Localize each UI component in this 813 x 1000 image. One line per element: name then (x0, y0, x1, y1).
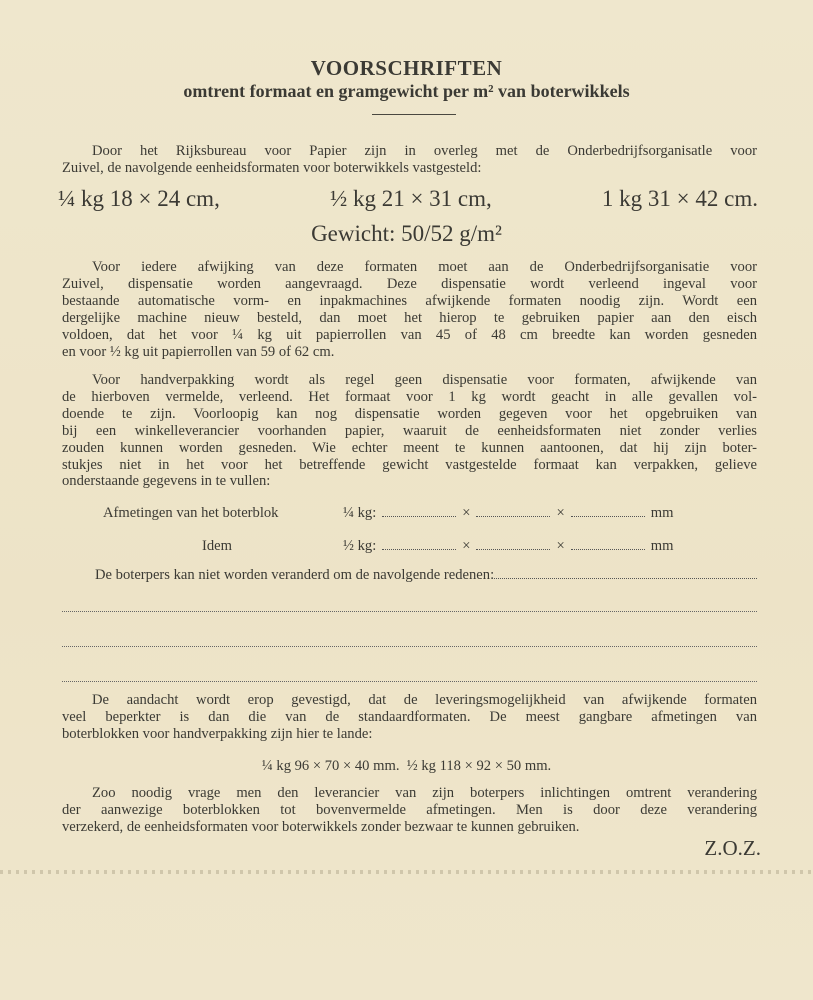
text-line: Zoo noodig vrage men den leverancier van zijn boterpers inlichtingen omtrent verandering (92, 785, 757, 801)
paragraph-supplier (62, 785, 757, 836)
weight-label: ½ kg: (343, 538, 377, 554)
form-row-half-kg (202, 538, 232, 555)
reasons-line[interactable] (62, 611, 757, 612)
text-line: Voor handverpakking wordt als regel geen dispensatie voor formaten, afwijkende van (92, 372, 757, 388)
format-half-kg: ½ kg 21 × 31 cm, (329, 186, 492, 211)
text-line: zouden kunnen worden gesneden. Wie echter meent te kunnen aantoonen, dat hij zijn boter- (62, 439, 757, 456)
text-line: veel beperkter is dan die van de standaardformaten. De meest gangbare afmetingen van (62, 708, 757, 725)
width-field[interactable] (476, 539, 550, 550)
format-quarter-kg: ¼ kg 18 × 24 cm, (58, 186, 220, 211)
document-subtitle: omtrent formaat en gramgewicht per m² van boterwikkels (183, 81, 630, 101)
row-label: Idem (202, 538, 232, 554)
common-sizes: ¼ kg 96 × 70 × 40 mm. ½ kg 118 × 92 × 50 mm. (261, 758, 552, 774)
text-line: Zuivel, dispensatie worden aangevraagd. Deze dispensatie wordt verleend ingeval voor (62, 275, 757, 292)
height-field[interactable] (571, 539, 645, 550)
text-line: onderstaande gegevens in te vullen: (62, 473, 271, 490)
text-line: Zuivel, de navolgende eenheidsformaten voor boterwikkels vastgesteld: (62, 159, 482, 176)
text-line: Voor iedere afwijking van deze formaten moet aan de Onderbedrijfsorganisatie voor (92, 259, 757, 275)
paragraph-intro (62, 143, 757, 177)
text-line: De aandacht wordt erop gevestigd, dat de leveringsmogelijkheid van afwijkende formaten (92, 692, 757, 708)
reasons-line[interactable] (62, 681, 757, 682)
text-line: verzekerd, de eenheidsformaten voor boterwikkels zonder bezwaar te kunnen gebruiken. (62, 818, 580, 835)
text-line: voldoen, dat het voor ¼ kg uit papierrollen van 45 of 48 cm breedte kan worden gesneden (62, 326, 757, 343)
wrapper-formats (58, 186, 758, 212)
height-field[interactable] (571, 506, 645, 517)
text-line: de hierboven vermelde, verleend. Het formaat voor 1 kg wordt geacht in alle gevallen vol- (62, 388, 757, 405)
perforation-line (0, 870, 813, 874)
unit-label: mm (650, 538, 674, 554)
text-line: doende te zijn. Voorloopig kan nog dispensatie worden gegeven voor het opgebruiken van (62, 405, 757, 422)
times-sign: × (556, 538, 565, 554)
width-field[interactable] (476, 506, 550, 517)
text-line: stukjes niet in het voor het betreffende gewicht vastgestelde formaat kan verpakken, gelieve (62, 456, 757, 473)
form-fields-half-kg (343, 538, 717, 555)
reasons-row (95, 567, 757, 584)
form-fields-quarter-kg (343, 505, 717, 522)
unit-label: mm (650, 505, 674, 521)
document-title: VOORSCHRIFTEN (310, 56, 503, 80)
times-sign: × (556, 505, 565, 521)
weight-spec: Gewicht: 50/52 g/m² (311, 221, 502, 246)
format-one-kg: 1 kg 31 × 42 cm. (601, 186, 758, 211)
text-line: Door het Rijksbureau voor Papier zijn in overleg met de Onderbedrijfsorganisatle voor (92, 143, 757, 159)
text-line: der aanwezige boterblokken tot bovenvermelde afmetingen. Men is door deze verandering (62, 801, 757, 818)
text-line: en voor ½ kg uit papierrollen van 59 of 62 cm. (62, 343, 335, 360)
length-field[interactable] (382, 539, 456, 550)
times-sign: × (462, 505, 471, 521)
reasons-line[interactable] (62, 646, 757, 647)
form-row-quarter-kg (103, 505, 278, 522)
weight-label: ¼ kg: (343, 505, 377, 521)
reasons-field[interactable] (494, 568, 757, 579)
paragraph-deviations (62, 259, 757, 360)
text-line: dergelijke machine nieuw besteld, dan moet het hierop te gebruiken papier aan den eisch (62, 309, 757, 326)
times-sign: × (462, 538, 471, 554)
title-rule (372, 114, 456, 115)
length-field[interactable] (382, 506, 456, 517)
turn-over-note: Z.O.Z. (704, 836, 761, 860)
reasons-label: De boterpers kan niet worden veranderd om de navolgende redenen: (95, 567, 495, 583)
paragraph-attention (62, 692, 757, 743)
row-label: Afmetingen van het boterblok (103, 505, 279, 521)
text-line: bestaande automatische vorm- en inpakmachines afwijkende formaten noodig zijn. Wordt een (62, 292, 757, 309)
paragraph-handpacking (62, 372, 757, 490)
text-line: bij een winkelleverancier voorhanden papier, waaruit de eenheidsformaten niet zonder verlies (62, 422, 757, 439)
text-line: boterblokken voor handverpakking zijn hier te lande: (62, 725, 373, 742)
